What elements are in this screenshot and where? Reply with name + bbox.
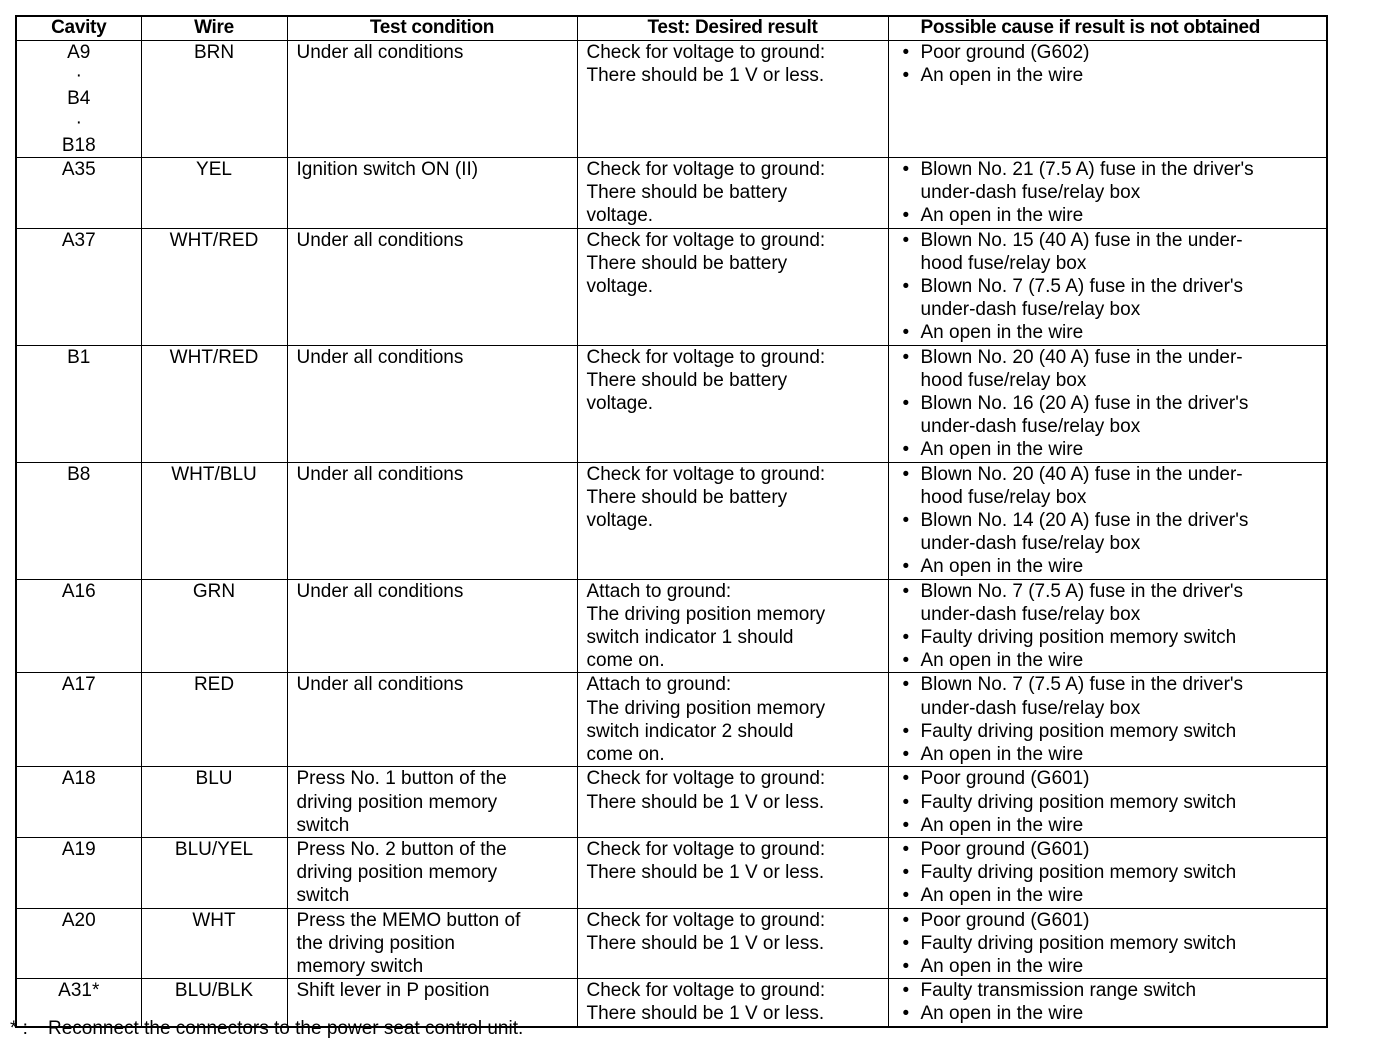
wire-cell: WHT/RED xyxy=(141,228,287,345)
cavity-cell xyxy=(16,837,141,908)
bullet-icon: • xyxy=(902,276,910,298)
table-row xyxy=(16,158,1327,229)
cavity-line: A37 xyxy=(61,229,96,251)
bullet-icon: • xyxy=(902,439,910,461)
cause-text xyxy=(921,673,1244,719)
bullet-icon: • xyxy=(902,322,910,344)
cause-item xyxy=(903,791,1327,814)
condition-line: Press No. 1 button of the xyxy=(296,768,507,790)
cause-text xyxy=(921,64,1084,87)
result-line: come on. xyxy=(586,650,665,672)
cause-line: hood fuse/relay box xyxy=(920,486,1087,508)
cavity-cell xyxy=(16,158,141,229)
cause-text xyxy=(921,275,1244,321)
cause-item xyxy=(903,673,1327,719)
table-body xyxy=(16,41,1327,1027)
cause-text xyxy=(921,720,1237,743)
cause-text xyxy=(921,838,1090,861)
possible-cause-cell xyxy=(888,767,1327,838)
result-line: There should be 1 V or less. xyxy=(586,65,825,87)
result-line: Check for voltage to ground: xyxy=(586,463,826,485)
cause-item xyxy=(903,626,1327,649)
cause-item xyxy=(903,509,1327,555)
cause-item xyxy=(903,158,1327,204)
wire-cell: BLU/BLK xyxy=(141,979,287,1027)
test-condition-cell xyxy=(287,345,577,462)
condition-line: Under all conditions xyxy=(296,674,464,696)
possible-cause-cell xyxy=(888,462,1327,579)
wire-cell: RED xyxy=(141,673,287,767)
table-row xyxy=(16,228,1327,345)
possible-cause-cell xyxy=(888,579,1327,673)
cavity-line: B1 xyxy=(67,346,91,368)
result-line: There should be battery xyxy=(586,486,788,508)
result-line: Check for voltage to ground: xyxy=(586,768,826,790)
table-row xyxy=(16,767,1327,838)
cause-text xyxy=(921,743,1084,766)
possible-cause-cell xyxy=(888,673,1327,767)
bullet-icon: • xyxy=(902,885,910,907)
wire-cell: YEL xyxy=(141,158,287,229)
condition-line: Under all conditions xyxy=(296,229,464,251)
bullet-icon: • xyxy=(902,393,910,415)
cause-item xyxy=(903,392,1327,438)
cause-line: An open in the wire xyxy=(920,1003,1084,1025)
condition-line: Under all conditions xyxy=(296,346,464,368)
bullet-icon: • xyxy=(902,862,910,884)
wire-cell: BLU xyxy=(141,767,287,838)
cause-line: An open in the wire xyxy=(920,814,1084,836)
bullet-icon: • xyxy=(902,65,910,87)
cause-item xyxy=(903,321,1327,344)
cavity-line: A18 xyxy=(61,768,96,790)
cavity-line: B8 xyxy=(67,463,91,485)
cause-line: Poor ground (G601) xyxy=(920,838,1090,860)
cavity-cell xyxy=(16,579,141,673)
cause-text xyxy=(921,438,1084,461)
desired-result-cell xyxy=(577,767,888,838)
cavity-cell xyxy=(16,228,141,345)
cause-text xyxy=(921,979,1197,1002)
bullet-icon: • xyxy=(902,932,910,954)
result-line: Check for voltage to ground: xyxy=(586,229,826,251)
cause-item xyxy=(903,204,1327,227)
cause-line: under-dash fuse/relay box xyxy=(920,182,1141,204)
table-row xyxy=(16,908,1327,979)
cause-text xyxy=(921,346,1243,392)
cavity-cell xyxy=(16,41,141,158)
cause-line: An open in the wire xyxy=(920,955,1084,977)
result-line: There should be 1 V or less. xyxy=(586,862,825,884)
bullet-icon: • xyxy=(902,720,910,742)
table-header-row xyxy=(16,16,1327,41)
bullet-icon: • xyxy=(902,346,910,368)
possible-cause-cell xyxy=(888,837,1327,908)
cavity-line: A20 xyxy=(61,909,96,931)
cause-text xyxy=(921,555,1084,578)
bullet-icon: • xyxy=(902,980,910,1002)
cause-item xyxy=(903,64,1327,87)
cause-line: Blown No. 7 (7.5 A) fuse in the driver's xyxy=(920,674,1244,696)
cause-item xyxy=(903,838,1327,861)
cavity-cell xyxy=(16,345,141,462)
cause-item xyxy=(903,649,1327,672)
cause-line: hood fuse/relay box xyxy=(920,369,1087,391)
result-line: Attach to ground: xyxy=(586,674,732,696)
possible-cause-cell xyxy=(888,158,1327,229)
cause-item xyxy=(903,767,1327,790)
cause-line: Faulty transmission range switch xyxy=(920,980,1197,1002)
result-line: Attach to ground: xyxy=(586,580,732,602)
possible-cause-cell xyxy=(888,41,1327,158)
cause-line: Faulty driving position memory switch xyxy=(920,720,1237,742)
cause-text xyxy=(921,909,1090,932)
cause-line: Faulty driving position memory switch xyxy=(920,791,1237,813)
cavity-line: · xyxy=(75,111,82,133)
cause-item xyxy=(903,884,1327,907)
cause-line: Poor ground (G601) xyxy=(920,768,1090,790)
cause-item xyxy=(903,955,1327,978)
condition-line: Under all conditions xyxy=(296,463,464,485)
result-line: The driving position memory xyxy=(586,603,826,625)
condition-line: Under all conditions xyxy=(296,580,464,602)
condition-line: switch xyxy=(296,885,350,907)
result-line: switch indicator 2 should xyxy=(586,720,794,742)
cause-line: Blown No. 20 (40 A) fuse in the under- xyxy=(920,463,1243,485)
test-condition-cell xyxy=(287,158,577,229)
condition-line: Under all conditions xyxy=(296,42,464,63)
cavity-line: A16 xyxy=(61,580,96,602)
condition-line: Press No. 2 button of the xyxy=(296,838,507,860)
cavity-line: A35 xyxy=(61,159,96,181)
cause-text xyxy=(921,321,1084,344)
cause-line: An open in the wire xyxy=(920,885,1084,907)
cause-line: hood fuse/relay box xyxy=(920,252,1087,274)
header-desired-result: Test: Desired result xyxy=(577,16,888,41)
result-line: There should be battery xyxy=(586,182,788,204)
result-line: There should be 1 V or less. xyxy=(586,1003,825,1025)
bullet-icon: • xyxy=(902,744,910,766)
wire-cell: GRN xyxy=(141,579,287,673)
cause-text xyxy=(921,580,1244,626)
bullet-icon: • xyxy=(902,159,910,181)
cause-line: under-dash fuse/relay box xyxy=(920,697,1141,719)
footnote-text: Reconnect the connectors to the power seat control unit. xyxy=(48,1018,524,1039)
test-condition-cell xyxy=(287,767,577,838)
cause-line: An open in the wire xyxy=(920,744,1084,766)
cavity-line: A9 xyxy=(67,42,91,63)
cause-item xyxy=(903,41,1327,64)
table-row xyxy=(16,462,1327,579)
bullet-icon: • xyxy=(902,510,910,532)
bullet-icon: • xyxy=(902,42,910,63)
cause-line: under-dash fuse/relay box xyxy=(920,416,1141,438)
table-row xyxy=(16,345,1327,462)
condition-line: driving position memory xyxy=(296,862,498,884)
connector-test-table xyxy=(15,15,1328,1028)
cause-item xyxy=(903,555,1327,578)
test-condition-cell xyxy=(287,41,577,158)
result-line: Check for voltage to ground: xyxy=(586,838,826,860)
desired-result-cell xyxy=(577,462,888,579)
bullet-icon: • xyxy=(902,627,910,649)
result-line: There should be 1 V or less. xyxy=(586,791,825,813)
desired-result-cell xyxy=(577,41,888,158)
bullet-icon: • xyxy=(902,909,910,931)
wire-cell: BRN xyxy=(141,41,287,158)
wire-cell: WHT/RED xyxy=(141,345,287,462)
condition-line: the driving position xyxy=(296,932,455,954)
cause-line: An open in the wire xyxy=(920,650,1084,672)
cause-item xyxy=(903,229,1327,275)
desired-result-cell xyxy=(577,158,888,229)
result-line: Check for voltage to ground: xyxy=(586,909,826,931)
cause-item xyxy=(903,720,1327,743)
bullet-icon: • xyxy=(902,955,910,977)
result-line: Check for voltage to ground: xyxy=(586,346,826,368)
condition-line: memory switch xyxy=(296,955,424,977)
table-row xyxy=(16,673,1327,767)
wire-cell: WHT xyxy=(141,908,287,979)
cavity-cell xyxy=(16,908,141,979)
cause-line: An open in the wire xyxy=(920,65,1084,87)
bullet-icon: • xyxy=(902,791,910,813)
cause-item xyxy=(903,438,1327,461)
result-line: come on. xyxy=(586,744,665,766)
cavity-cell xyxy=(16,767,141,838)
cause-item xyxy=(903,932,1327,955)
cause-text xyxy=(921,463,1243,509)
cause-text xyxy=(921,884,1084,907)
desired-result-cell xyxy=(577,228,888,345)
cause-text xyxy=(921,229,1243,275)
condition-line: Press the MEMO button of xyxy=(296,909,521,931)
result-line: There should be battery xyxy=(586,252,788,274)
result-line: voltage. xyxy=(586,510,654,532)
cause-item xyxy=(903,909,1327,932)
cause-item xyxy=(903,1002,1327,1025)
header-test-condition: Test condition xyxy=(287,16,577,41)
cause-line: Faulty driving position memory switch xyxy=(920,932,1237,954)
cause-item xyxy=(903,861,1327,884)
cause-text xyxy=(921,861,1237,884)
bullet-icon: • xyxy=(902,463,910,485)
cause-line: An open in the wire xyxy=(920,322,1084,344)
cause-text xyxy=(921,204,1084,227)
test-condition-cell xyxy=(287,837,577,908)
cause-text xyxy=(921,932,1237,955)
bullet-icon: • xyxy=(902,674,910,696)
table-row xyxy=(16,41,1327,158)
wire-cell: BLU/YEL xyxy=(141,837,287,908)
cavity-cell xyxy=(16,673,141,767)
table-row xyxy=(16,579,1327,673)
result-line: There should be 1 V or less. xyxy=(586,932,825,954)
test-condition-cell xyxy=(287,908,577,979)
bullet-icon: • xyxy=(902,838,910,860)
cavity-cell xyxy=(16,462,141,579)
test-condition-cell xyxy=(287,579,577,673)
cause-text xyxy=(921,158,1254,204)
header-possible-cause: Possible cause if result is not obtained xyxy=(888,16,1327,41)
footnote xyxy=(10,1018,523,1040)
cavity-line: A19 xyxy=(61,838,96,860)
condition-line: switch xyxy=(296,814,350,836)
bullet-icon: • xyxy=(902,580,910,602)
desired-result-cell xyxy=(577,345,888,462)
cause-text xyxy=(921,649,1084,672)
cause-item xyxy=(903,979,1327,1002)
test-condition-cell xyxy=(287,673,577,767)
possible-cause-cell xyxy=(888,228,1327,345)
desired-result-cell xyxy=(577,908,888,979)
cause-line: An open in the wire xyxy=(920,556,1084,578)
condition-line: driving position memory xyxy=(296,791,498,813)
cause-text xyxy=(921,955,1084,978)
bullet-icon: • xyxy=(902,1003,910,1025)
cause-line: Faulty driving position memory switch xyxy=(920,627,1237,649)
desired-result-cell xyxy=(577,673,888,767)
cause-item xyxy=(903,275,1327,321)
result-line: There should be battery xyxy=(586,369,788,391)
footnote-mark: * : xyxy=(10,1018,28,1039)
cause-text xyxy=(921,41,1090,64)
bullet-icon: • xyxy=(902,768,910,790)
header-wire: Wire xyxy=(141,16,287,41)
cause-line: under-dash fuse/relay box xyxy=(920,603,1141,625)
result-line: Check for voltage to ground: xyxy=(586,159,826,181)
result-line: voltage. xyxy=(586,205,654,227)
desired-result-cell xyxy=(577,979,888,1027)
result-line: Check for voltage to ground: xyxy=(586,980,826,1002)
cause-item xyxy=(903,346,1327,392)
cause-item xyxy=(903,814,1327,837)
cavity-line: B18 xyxy=(61,134,96,156)
cause-line: Blown No. 7 (7.5 A) fuse in the driver's xyxy=(920,580,1244,602)
cause-text xyxy=(921,767,1090,790)
cause-text xyxy=(921,791,1237,814)
bullet-icon: • xyxy=(902,205,910,227)
cause-line: under-dash fuse/relay box xyxy=(920,533,1141,555)
condition-line: Ignition switch ON (II) xyxy=(296,159,479,181)
cause-item xyxy=(903,743,1327,766)
bullet-icon: • xyxy=(902,814,910,836)
cavity-line: A31* xyxy=(58,980,100,1002)
cause-item xyxy=(903,580,1327,626)
bullet-icon: • xyxy=(902,650,910,672)
possible-cause-cell xyxy=(888,979,1327,1027)
cause-line: Blown No. 16 (20 A) fuse in the driver's xyxy=(920,393,1249,415)
cause-line: Poor ground (G602) xyxy=(920,42,1090,63)
bullet-icon: • xyxy=(902,556,910,578)
cause-text xyxy=(921,509,1249,555)
desired-result-cell xyxy=(577,579,888,673)
desired-result-cell xyxy=(577,837,888,908)
condition-line: Shift lever in P position xyxy=(296,980,490,1002)
cavity-line: B4 xyxy=(67,88,91,110)
possible-cause-cell xyxy=(888,345,1327,462)
cause-line: Blown No. 20 (40 A) fuse in the under- xyxy=(920,346,1243,368)
result-line: Check for voltage to ground: xyxy=(586,42,826,63)
result-line: The driving position memory xyxy=(586,697,826,719)
cause-text xyxy=(921,392,1249,438)
cause-line: Faulty driving position memory switch xyxy=(920,862,1237,884)
cause-line: Blown No. 7 (7.5 A) fuse in the driver's xyxy=(920,276,1244,298)
possible-cause-cell xyxy=(888,908,1327,979)
result-line: voltage. xyxy=(586,393,654,415)
cause-line: An open in the wire xyxy=(920,439,1084,461)
cause-line: under-dash fuse/relay box xyxy=(920,299,1141,321)
cause-line: An open in the wire xyxy=(920,205,1084,227)
cavity-line: · xyxy=(75,65,82,87)
cause-text xyxy=(921,626,1237,649)
result-line: switch indicator 1 should xyxy=(586,627,794,649)
header-cavity: Cavity xyxy=(16,16,141,41)
wire-cell: WHT/BLU xyxy=(141,462,287,579)
cause-text xyxy=(921,1002,1084,1025)
cause-item xyxy=(903,463,1327,509)
test-condition-cell xyxy=(287,228,577,345)
test-condition-cell xyxy=(287,462,577,579)
cause-line: Poor ground (G601) xyxy=(920,909,1090,931)
cause-line: Blown No. 14 (20 A) fuse in the driver's xyxy=(920,510,1249,532)
bullet-icon: • xyxy=(902,229,910,251)
result-line: voltage. xyxy=(586,276,654,298)
cause-text xyxy=(921,814,1084,837)
cavity-line: A17 xyxy=(61,674,96,696)
table-row xyxy=(16,837,1327,908)
cause-line: Blown No. 15 (40 A) fuse in the under- xyxy=(920,229,1243,251)
cause-line: Blown No. 21 (7.5 A) fuse in the driver's xyxy=(920,159,1254,181)
